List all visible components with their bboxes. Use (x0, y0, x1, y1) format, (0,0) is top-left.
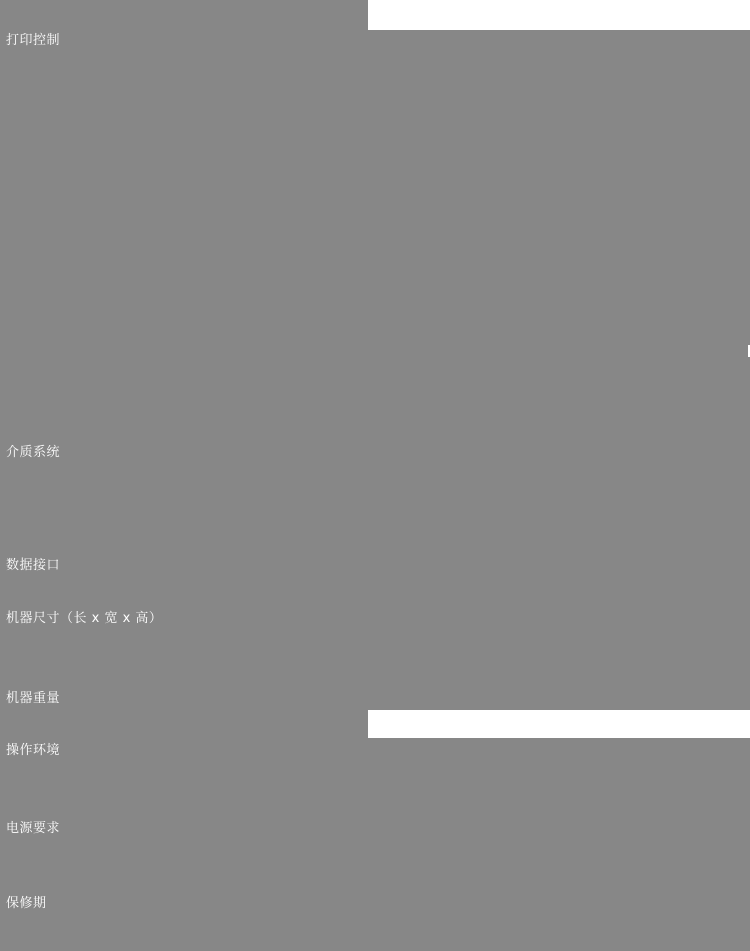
spec-row-label-power-req: 电源要求 (6, 821, 61, 836)
spec-row-label-machine-weight: 机器重量 (6, 691, 61, 706)
spec-row-label-data-interface: 数据接口 (6, 558, 61, 573)
spec-row-label-warranty: 保修期 (6, 896, 47, 911)
spec-row-label-print-control: 打印控制 (6, 33, 61, 48)
spec-row-label-media-system: 介质系统 (6, 445, 61, 460)
top-right-white-band (368, 0, 750, 30)
spec-row-label-machine-size: 机器尺寸（长 x 宽 x 高） (6, 611, 163, 626)
mid-right-white-band (368, 710, 750, 738)
spec-row-label-operating-env: 操作环境 (6, 743, 61, 758)
